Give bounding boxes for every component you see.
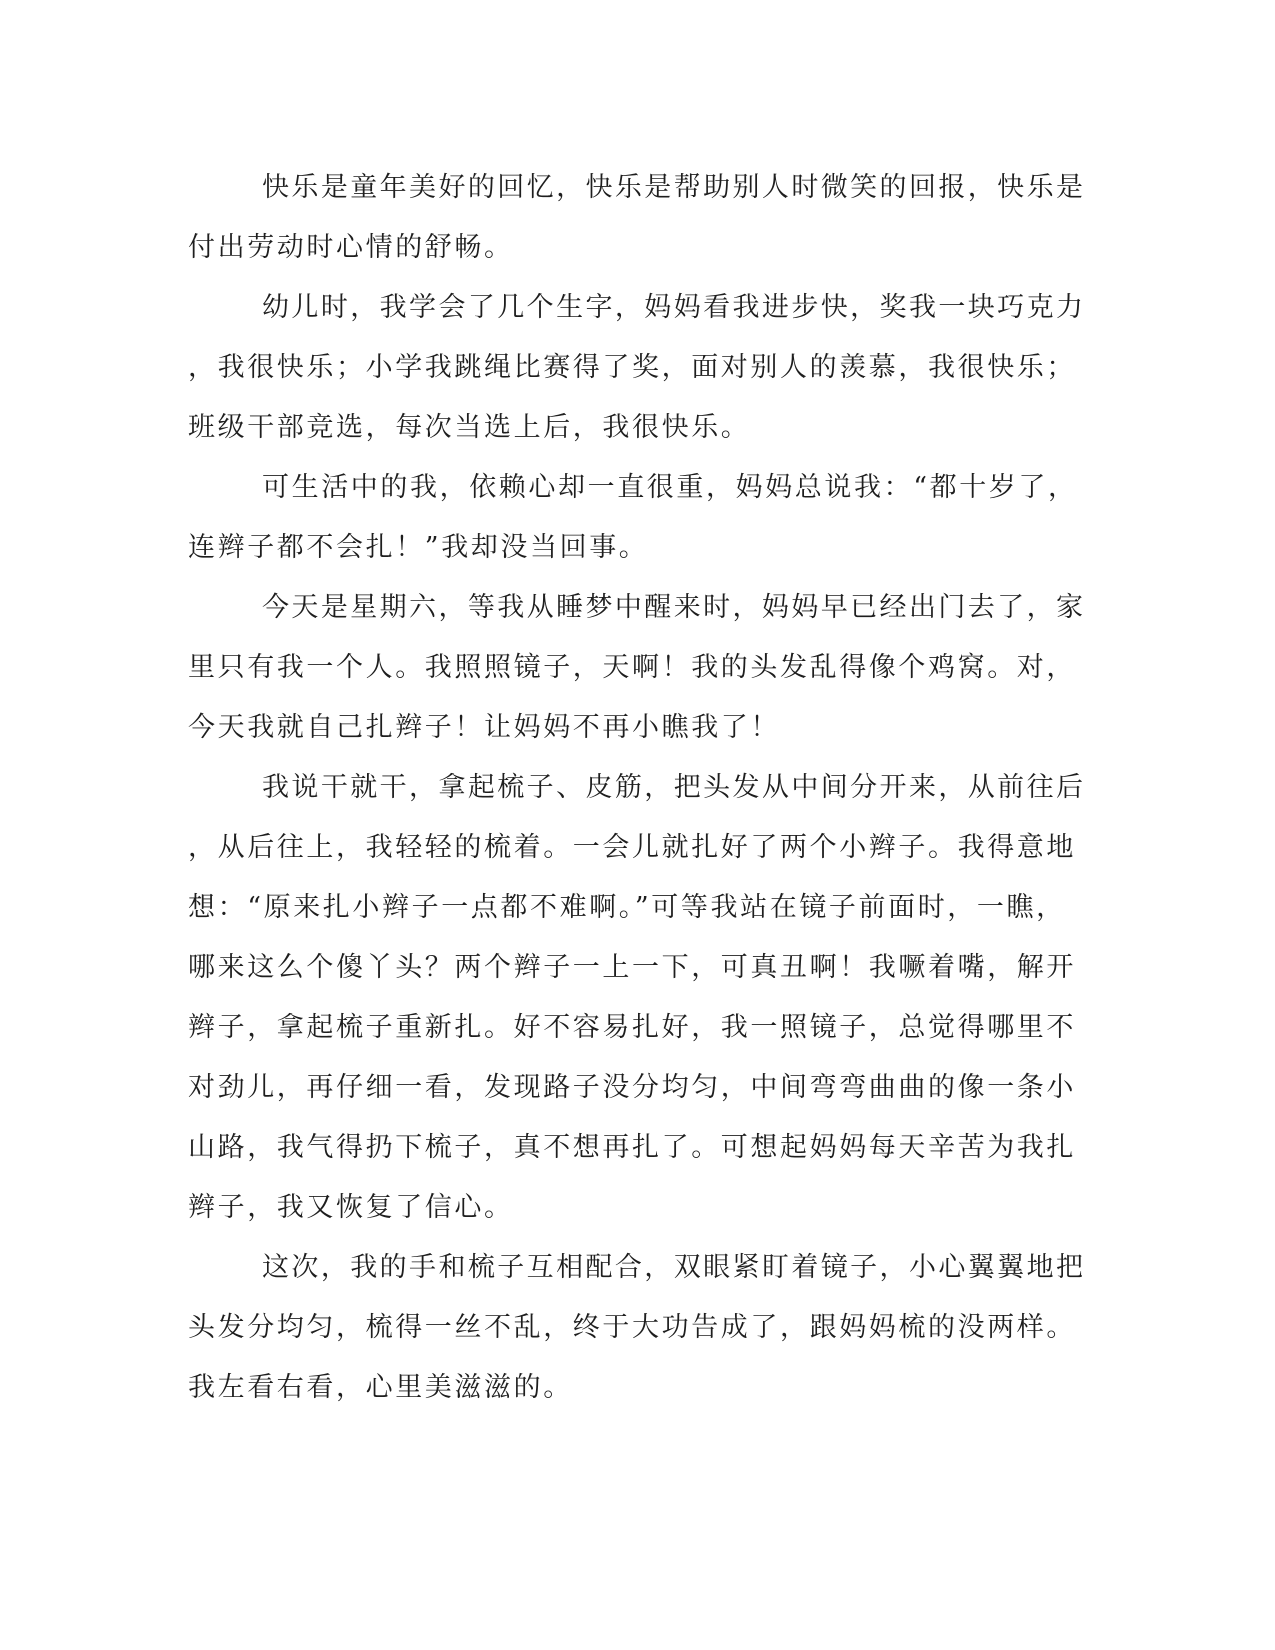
paragraph-1-line-1: 快乐是童年美好的回忆，快乐是帮助别人时微笑的回报，快乐是 xyxy=(262,172,1083,203)
paragraph-5-line-6: 对劲儿，再仔细一看，发现路子没分均匀，中间弯弯曲曲的像一条小 xyxy=(188,1072,1076,1103)
paragraph-5-line-7: 山路，我气得扔下梳子，真不想再扎了。可想起妈妈每天辛苦为我扎 xyxy=(188,1132,1076,1163)
paragraph-3-line-2: 连辫子都不会扎！”我却没当回事。 xyxy=(188,532,649,563)
paragraph-4-line-1: 今天是星期六，等我从睡梦中醒来时，妈妈早已经出门去了，家 xyxy=(262,592,1083,623)
paragraph-4-line-3: 今天我就自己扎辫子！让妈妈不再小瞧我了！ xyxy=(188,712,780,743)
essay-body xyxy=(188,158,1083,1418)
paragraph-5-line-5: 辫子，拿起梳子重新扎。好不容易扎好，我一照镜子，总觉得哪里不 xyxy=(188,1012,1076,1043)
paragraph-2-line-1: 幼儿时，我学会了几个生字，妈妈看我进步快，奖我一块巧克力 xyxy=(262,292,1083,323)
paragraph-2-line-3: 班级干部竞选，每次当选上后，我很快乐。 xyxy=(188,412,751,443)
paragraph-6-line-3: 我左看右看，心里美滋滋的。 xyxy=(188,1372,573,1403)
paragraph-5-line-3: 想：“原来扎小辫子一点都不难啊。”可等我站在镜子前面时，一瞧， xyxy=(188,892,1066,923)
paragraph-5-line-4: 哪来这么个傻丫头？两个辫子一上一下，可真丑啊！我噘着嘴，解开 xyxy=(188,952,1076,983)
paragraph-3-line-1: 可生活中的我，依赖心却一直很重，妈妈总说我：“都十岁了， xyxy=(262,472,1078,503)
paragraph-5-line-1: 我说干就干，拿起梳子、皮筋，把头发从中间分开来，从前往后 xyxy=(262,772,1083,803)
paragraph-5-line-8: 辫子，我又恢复了信心。 xyxy=(188,1192,514,1223)
paragraph-4-line-2: 里只有我一个人。我照照镜子，天啊！我的头发乱得像个鸡窝。对， xyxy=(188,652,1076,683)
paragraph-6-line-2: 头发分均匀，梳得一丝不乱，终于大功告成了，跟妈妈梳的没两样。 xyxy=(188,1312,1076,1343)
paragraph-1-line-2: 付出劳动时心情的舒畅。 xyxy=(188,232,514,263)
paragraph-6-line-1: 这次，我的手和梳子互相配合，双眼紧盯着镜子，小心翼翼地把 xyxy=(262,1252,1083,1283)
paragraph-2-line-2: ，我很快乐；小学我跳绳比赛得了奖，面对别人的羡慕，我很快乐； xyxy=(188,352,1076,383)
paragraph-5-line-2: ，从后往上，我轻轻的梳着。一会儿就扎好了两个小辫子。我得意地 xyxy=(188,832,1076,863)
